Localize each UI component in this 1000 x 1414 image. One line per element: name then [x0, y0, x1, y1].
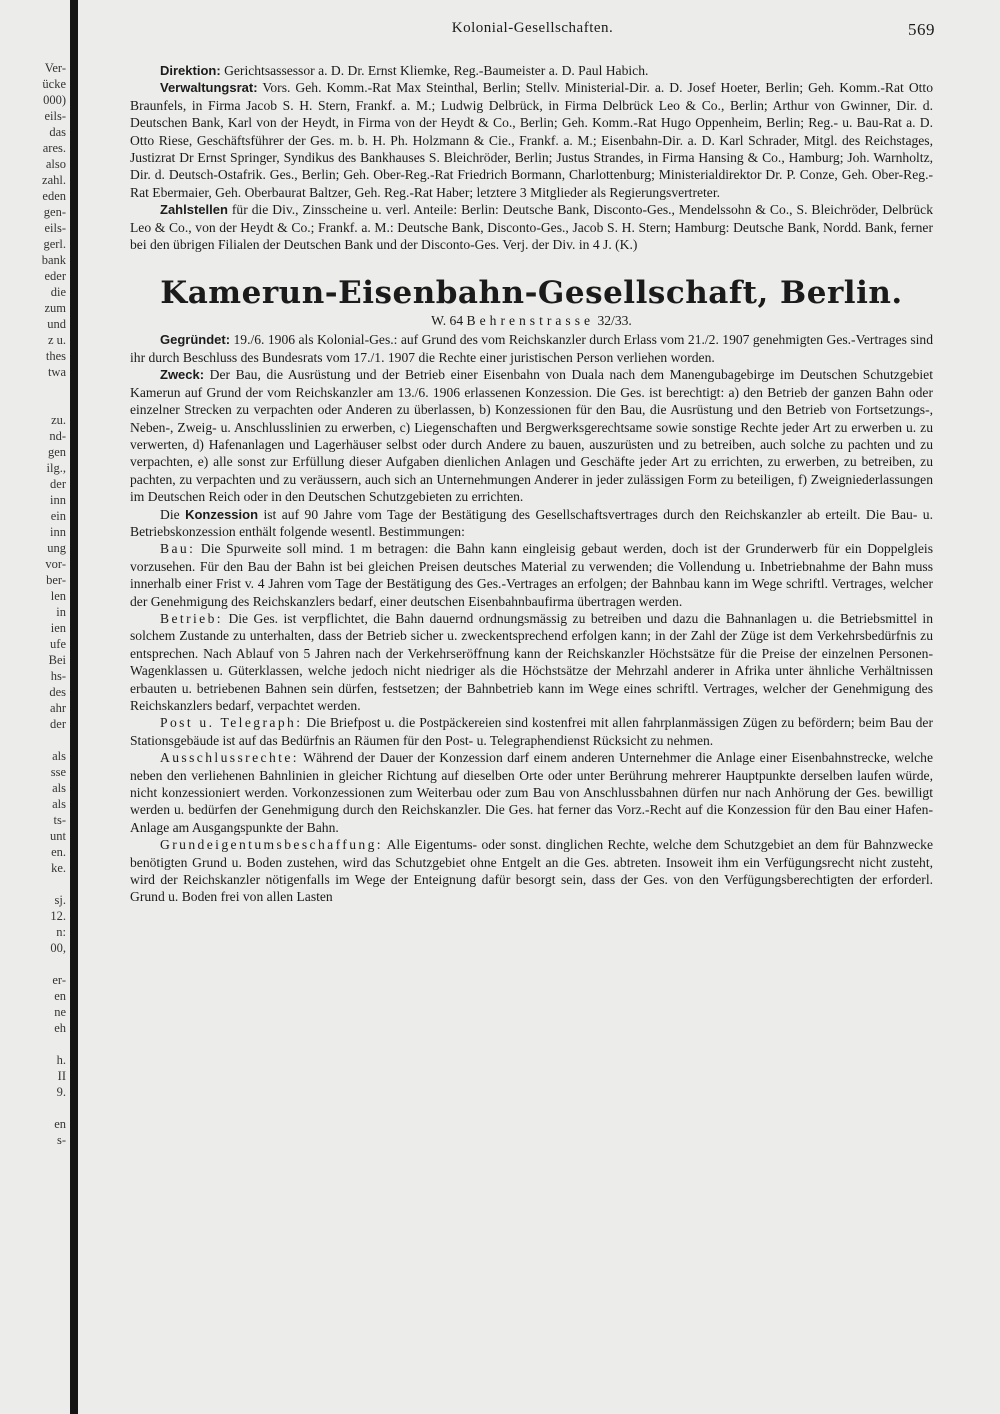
margin-fragment: des: [49, 685, 66, 699]
margin-fragment: und: [47, 317, 66, 331]
zweck-text: Der Bau, die Ausrüstung und der Betrieb einer Eisenbahn von Duala nach dem Manengubagebirge im Deutschen Schutzgebiet Kamerun auf Grund der vom Reichskanzler am 13./6. 1906 erlassenen Konzession. Die Ges. ist berechtigt: a) den Betrieb der ganzen Bahn oder einzelner Strecken zu verpachten oder Anderen zu überlassen, b) Konzessionen für den Bau, die Ausrüstung und den Betrieb von Fortsetzungs-, Neben-, Zweig- u. Anschlusslinien zu erwerben, c) Liegenschaften und Bergwerksgerechtsame sowie sonstige Rechte jeder Art zu erwerben u. zu verwerten, d) Hafenanlagen und Lagerhäuser selbst oder durch Andere zu bauen, auszurüsten und zu betreiben, auch solche zu pachten und zu verpachten, e) alle sonst zur Erfüllung dieser Aufgaben dienlichen Anlagen und Geschäfte jeder Art zu errichten, zu erwerben, zu betreiben, zu pachten, zu verpachten und zu veräussern, auch sich an Unternehmungen Anderer in jeder zulässigen Form zu beteiligen, f) Zweigniederlassungen im Deutschen Reich oder in den Deutschen Schutzgebieten zu errichten.: [130, 367, 933, 505]
margin-fragment: twa: [47, 365, 66, 379]
margin-fragment: 00,: [50, 941, 66, 955]
margin-fragment: die: [50, 285, 66, 299]
margin-fragment: 9.: [56, 1085, 66, 1099]
margin-fragment: thes: [45, 349, 66, 363]
margin-fragment: ne: [54, 1005, 66, 1019]
bau-text: Die Spurweite soll mind. 1 m betragen: die Bahn kann eingleisig gebaut werden, doch ist der Grunderwerb für ein Doppelgleis vorzusehen. Für den Bau der Bahn ist bei gleichen Preisen deutsches Material zu verwenden; die Vollendung u. Inbetriebnahme der Bahn muss innerhalb einer Frist v. 4 Jahren vom Tage der Bestätigung des Ges.-Vertrages an erfolgen; der Bahnbau kann im Wege schriftl. Vertrages, welcher der Genehmigung des Reichskanzlers bedarf, einer deutschen Eisenbahnbaufirma übertragen werden.: [130, 541, 933, 609]
margin-fragment: unt: [50, 829, 66, 843]
margin-fragment: als: [52, 797, 66, 811]
zweck-paragraph: [130, 366, 933, 505]
margin-fragment: en.: [51, 845, 66, 859]
direktion-text: Gerichtsassessor a. D. Dr. Ernst Kliemke, Reg.-Baumeister a. D. Paul Habich.: [220, 63, 649, 78]
margin-fragment: ein: [50, 509, 66, 523]
ausschluss-paragraph: [130, 749, 933, 836]
margin-fragment: vor-: [45, 557, 66, 571]
margin-fragment: zum: [44, 301, 66, 315]
margin-fragment: [0, 876, 66, 892]
konzession-text: ist auf 90 Jahre vom Tage der Bestätigung des Gesellschaftsvertrages durch den Reichskanzler ab erteilt. Die Bau- u. Betriebskonzession enthält folgende wesentl. Bestimmungen:: [130, 506, 934, 539]
margin-fragment: er-: [52, 973, 66, 987]
margin-fragment: eils-: [44, 221, 66, 235]
margin-fragment: ares.: [42, 141, 66, 155]
gegruendet-paragraph: [130, 331, 933, 366]
margin-fragment: eder: [44, 269, 66, 283]
margin-fragment: der: [50, 717, 66, 731]
post-text: Die Briefpost u. die Postpäckereien sind kostenfrei mit allen fahrplanmässigen Zügen zu befördern; beim Bau der Stationsgebäude ist auf das Bedürfnis an Räumen für den Post- u. Telegraphendienst Rücksicht zu nehmen.: [130, 715, 933, 748]
margin-fragment: Ver-: [44, 61, 66, 75]
konzession-paragraph: [130, 506, 933, 541]
verwaltungsrat-text: Vors. Geh. Komm.-Rat Max Steinthal, Berlin; Stellv. Ministerial-Dir. a. D. Josef Hoeter, Berlin; Geh. Komm.-Rat Otto Braunfels, in Firma Jacob S. H. Stern, Frankf. a. M.; Ludwig Delbrück, in Firma Delbrück Leo & Co., Berlin; Arthur von Gwinner, Dir. d. Deutschen Bank, Karl von der Heydt, in Firma von der Heydt & Co., Berlin; Geh. Komm.-Rat Hugo Oppenheim, Berlin; Reg.- u. Bau-Rat a. D. Otto Riese, Geschäftsführer der Ges. m. b. H. Ph. Holzmann & Cie., Frankf. a. M.; Eisenbahn-Dir. a. D. Karl Schrader, Mitgl. des Reichstages, Justizrat Dr Ernst Springer, Syndikus des Bankhauses S. Bleichröder, Berlin; Justus Strandes, in Firma Hansing & Co., Hamburg; Joh. Warnholtz, Dir. d. Deutsch-Ostafrik. Ges., Berlin; Geh. Ober-Reg.-Rat Friedrich Bormann, Charlottenburg; Ministerialdirektor Dr. P. Conze, Geh. Ober-Reg.-Rat Ebermaier, Geh. Oberbaurat Baltzer, Geh. Reg.-Rat Haber; letztere 3 Mitglieder als Regierungsvertreter.: [130, 80, 933, 200]
bau-paragraph: [130, 540, 933, 610]
address-number: 32/33.: [594, 313, 632, 329]
company-address: [130, 312, 933, 329]
margin-fragment: Bei: [48, 653, 66, 667]
margin-fragment: en: [54, 1117, 66, 1131]
margin-fragment: nd-: [49, 429, 66, 443]
margin-fragment: also: [45, 157, 66, 171]
betrieb-label: Betrieb:: [160, 610, 223, 626]
page-body: [130, 62, 933, 906]
margin-fragment: als: [52, 749, 66, 763]
margin-fragment: als: [52, 781, 66, 795]
margin-fragment: n:: [56, 925, 66, 939]
grund-label: Grundeigentumsbeschaffung:: [160, 837, 383, 853]
margin-fragment: len: [50, 589, 66, 603]
konzession-pre: Die: [160, 506, 186, 522]
margin-fragment: eils-: [44, 109, 66, 123]
margin-fragment: ahr: [50, 701, 66, 715]
margin-fragment: 12.: [50, 909, 66, 923]
margin-fragment: der: [50, 477, 66, 491]
margin-fragment: ke.: [51, 861, 66, 875]
company-title: Kamerun-Eisenbahn-Gesellschaft, Berlin.: [160, 275, 903, 312]
betrieb-text: Die Ges. ist verpflichtet, die Bahn dauernd ordnungsmässig zu betreiben und dazu die Bahnanlagen u. die Betriebsmittel in solchem Zustande zu unterhalten, dass der Betrieb sicher u. zweckentsprechend erfolgen kann; in der Zahl der Züge ist dem Verkehrsbedürfnis zu entsprechen. Nach Ablauf von 5 Jahren nach der Verkehrseröffnung kann der Reichskanzler Höchstsätze für die Preise der einzelnen Personen-Wagenklassen u. Güterklassen, welche jedoch nicht niedriger als die Höchstsätze der Mehrzahl anderer in Afrika unter ähnliche Verhältnissen erbauten u. betriebenen Bahnen sein dürfen, festsetzen; der Bahnbetrieb kann im Wege eines schriftl. Vertrages, welcher der Genehmigung des Reichskanzlers bedarf, verpachtet werden.: [130, 610, 933, 713]
margin-fragment: ung: [47, 541, 66, 555]
margin-fragment: z u.: [47, 333, 66, 347]
running-header: [130, 20, 935, 42]
margin-fragment: II: [57, 1069, 66, 1083]
zahlstellen-paragraph: [130, 201, 933, 253]
margin-fragment: [0, 396, 66, 412]
grund-text: Alle Eigentums- oder sonst. dinglichen Rechte, welche dem Schutzgebiet an dem für Bahnzwecke benötigten Grund u. Boden zustehen, wird das Schutzgebiet ohne Entgelt an die Ges. abtreten. Insoweit ihm ein Verfügungsrecht nicht zusteht, wird der Reichskanzler nötigenfalls im Wege der Enteignung dafür besorgt sein, dass der Ges. von den Verfügungsberechtigten der erforderl. Grund u. Boden frei von allen Lasten: [130, 837, 933, 905]
margin-fragment: ilg.,: [46, 461, 66, 475]
ausschluss-label: Ausschlussrechte:: [160, 750, 299, 766]
margin-fragment: eden: [42, 189, 66, 203]
margin-fragment: [0, 732, 66, 748]
bau-label: Bau:: [160, 541, 196, 557]
zahlstellen-label: Zahlstellen: [160, 202, 228, 218]
zweck-label: Zweck:: [160, 367, 205, 383]
grund-paragraph: [130, 836, 933, 906]
margin-fragment: zu.: [51, 413, 66, 427]
margin-fragment: h.: [56, 1053, 66, 1067]
gegruendet-text: 19./6. 1906 als Kolonial-Ges.: auf Grund des vom Reichskanzler durch Erlass vom 21./2. 1907 genehmigten Ges.-Vertrages sind ihr durch Beschluss des Bundesrats vom 17./1. 1907 die Rechte einer juristischen Person verliehen worden.: [130, 332, 933, 365]
running-title: Kolonial-Gesellschaften.: [451, 20, 614, 36]
betrieb-paragraph: [130, 610, 933, 714]
verwaltungsrat-paragraph: [130, 79, 933, 201]
margin-fragment: ücke: [42, 77, 66, 91]
margin-fragment: s-: [56, 1133, 66, 1147]
ausschluss-text: Während der Dauer der Konzession darf einem anderen Unternehmer die Anlage einer Eisenbahnstrecke, welche neben den verliehenen Bahnlinien in gleicher Richtung auf dieselben Orte oder unter Berührung mehrerer Hauptpunkte derselben laufen würde, nicht konzessioniert werden. Vorkonzessionen zum Weiterbau oder zum Bau von Anschlussbahnen dürfen nur nach Anhörung der Ges. bewilligt werden u. bedürfen der Genehmigung durch den Reichskanzler. Die Ges. hat ferner das Vorz.-Recht auf die Konzession für den Bau einer Hafen-Anlage am Ausgangspunkte der Bahn.: [130, 750, 933, 835]
verwaltungsrat-label: Verwaltungsrat:: [160, 80, 258, 96]
zahlstellen-text: für die Div., Zinsscheine u. verl. Anteile: Berlin: Deutsche Bank, Disconto-Ges., Mendelssohn & Co., S. Bleichröder, Delbrück Leo & Co., von der Heydt & Co.; Frankf. a. M.: Deutsche Bank, Disconto-Ges., Jacob S. H. Stern; Hamburg: Deutsche Bank, Nordd. Bank, ferner bei den übrigen Filialen der Deutschen Bank und der Disconto-Ges. Verj. der Div. in 4 J. (K.): [130, 202, 933, 253]
margin-fragment: ts-: [53, 813, 66, 827]
post-paragraph: [130, 714, 933, 749]
margin-fragment: inn: [50, 525, 66, 539]
margin-fragment: ufe: [50, 637, 66, 651]
margin-fragment: ber-: [46, 573, 66, 587]
post-label: Post u. Telegraph:: [160, 715, 303, 731]
margin-fragment: 000): [43, 93, 66, 107]
margin-fragment: eh: [54, 1021, 66, 1035]
gegruendet-label: Gegründet:: [160, 332, 231, 348]
margin-fragment: hs-: [50, 669, 66, 683]
address-prefix: W. 64: [431, 313, 467, 329]
margin-fragment: ien: [50, 621, 66, 635]
margin-fragment: sj.: [54, 893, 66, 907]
binding-gutter: [70, 0, 78, 1414]
margin-fragment: inn: [50, 493, 66, 507]
margin-fragment: zahl.: [42, 173, 66, 187]
konzession-label: Konzession: [185, 506, 259, 522]
margin-fragment: in: [56, 605, 66, 619]
margin-fragment: [0, 1036, 66, 1052]
margin-fragment: bank: [41, 253, 66, 267]
margin-fragment: [0, 1100, 66, 1116]
margin-fragment: gen: [47, 445, 66, 459]
direktion-label: Direktion:: [160, 63, 221, 78]
page-number: 569: [908, 20, 935, 39]
margin-fragment: gerl.: [43, 237, 66, 251]
margin-fragment: sse: [50, 765, 66, 779]
margin-fragment: en: [54, 989, 66, 1003]
facing-page-margin: [0, 60, 66, 1148]
margin-fragment: [0, 956, 66, 972]
margin-fragment: das: [49, 125, 66, 139]
margin-fragment: gen-: [43, 205, 66, 219]
margin-fragment: [0, 380, 66, 396]
direktion-paragraph: [130, 62, 933, 79]
address-street: Behrenstrasse: [466, 313, 595, 329]
